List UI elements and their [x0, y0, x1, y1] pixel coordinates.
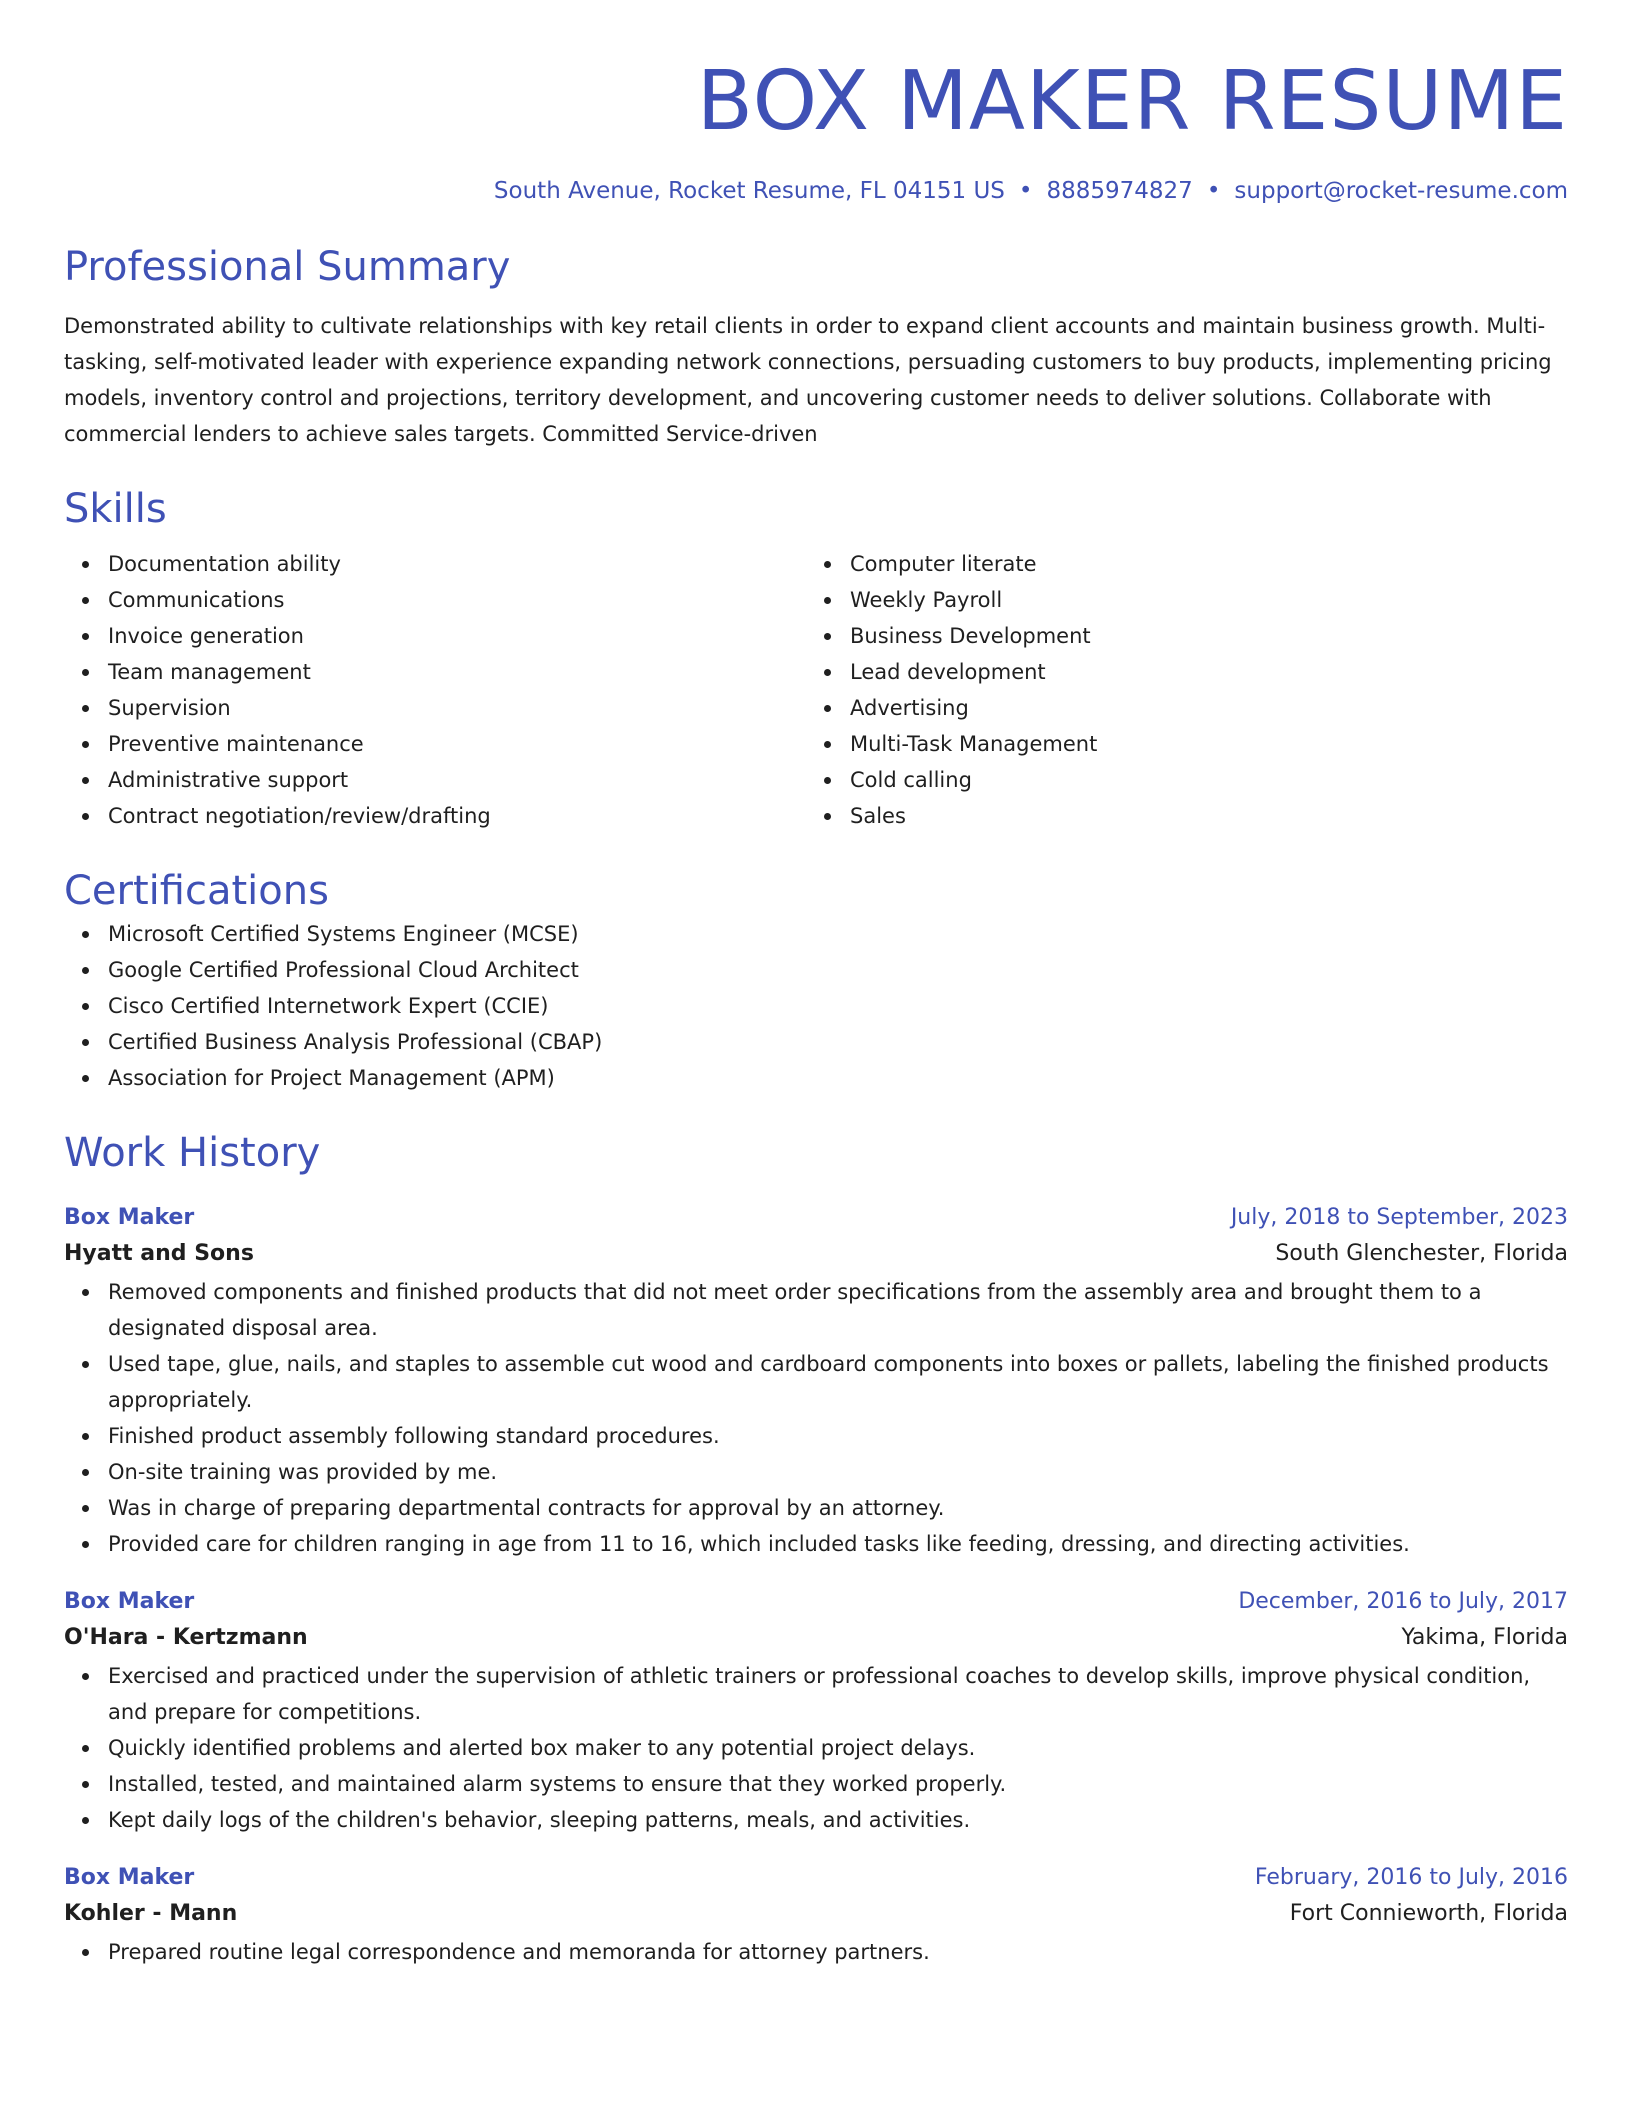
bullet-dot-icon: [824, 633, 831, 640]
bullet-dot-icon: [824, 705, 831, 712]
certification-item-text: Certified Business Analysis Professional (CBAP): [108, 1030, 603, 1054]
job-title-row: [64, 1586, 1568, 1618]
resume-header: [64, 0, 1568, 206]
work-history-heading: Work History: [64, 1130, 321, 1176]
job-company: O'Hara - Kertzmann: [64, 1625, 308, 1650]
contact-email[interactable]: support@rocket-resume.com: [1234, 178, 1568, 204]
skill-item-text: Administrative support: [108, 768, 349, 792]
skills-grid: [64, 546, 1568, 834]
skill-item: [806, 654, 1548, 690]
bullet-dot-icon: [82, 813, 89, 820]
certification-item: [64, 988, 1568, 1024]
bullet-dot-icon: [82, 561, 89, 568]
job-duty-item: [64, 1418, 1568, 1454]
skill-item-text: Multi-Task Management: [850, 732, 1098, 756]
skill-item-text: Supervision: [108, 696, 231, 720]
bullet-dot-icon: [824, 813, 831, 820]
job-duty-item-text: Removed components and finished products that did not meet order specifications from the assembly area and brought them to a designated disposal area.: [108, 1280, 1482, 1340]
bullet-dot-icon: [82, 1003, 89, 1010]
job-entry: [64, 1586, 1568, 1838]
skill-item-text: Lead development: [850, 660, 1046, 684]
bullet-dot-icon: [82, 1673, 89, 1680]
job-location: Yakima, Florida: [1401, 1625, 1568, 1650]
skill-item: [806, 798, 1548, 834]
contact-separator: •: [1018, 178, 1033, 204]
bullet-dot-icon: [82, 1075, 89, 1082]
skills-list-right: [806, 546, 1548, 834]
skill-item: [806, 762, 1548, 798]
bullet-dot-icon: [824, 597, 831, 604]
skill-item-text: Cold calling: [850, 768, 972, 792]
job-duty-item: [64, 1274, 1568, 1346]
skill-item-text: Computer literate: [850, 552, 1037, 576]
job-title-row: [64, 1862, 1568, 1894]
job-duty-item-text: Installed, tested, and maintained alarm systems to ensure that they worked properly.: [108, 1772, 1007, 1796]
job-entry: [64, 1202, 1568, 1562]
certification-item: [64, 1060, 1568, 1096]
job-duty-item-text: Provided care for children ranging in age from 11 to 16, which included tasks like feeding, dressing, and directing activities.: [108, 1532, 1410, 1556]
skill-item-text: Contract negotiation/review/drafting: [108, 804, 491, 828]
bullet-dot-icon: [82, 633, 89, 640]
job-duty-item-text: Was in charge of preparing departmental contracts for approval by an attorney.: [108, 1496, 945, 1520]
skill-item: [806, 546, 1548, 582]
skill-item: [806, 726, 1548, 762]
job-duty-item: [64, 1658, 1568, 1730]
job-role: Box Maker: [64, 1865, 195, 1890]
certification-item-text: Google Certified Professional Cloud Architect: [108, 958, 579, 982]
job-role: Box Maker: [64, 1205, 195, 1230]
summary-heading: Professional Summary: [64, 244, 511, 290]
skill-item-text: Weekly Payroll: [850, 588, 1003, 612]
job-entry: [64, 1862, 1568, 1970]
certifications-list: [64, 916, 1568, 1096]
job-duty-item: [64, 1490, 1568, 1526]
bullet-dot-icon: [82, 931, 89, 938]
contact-separator: •: [1206, 178, 1221, 204]
job-duties-list: [64, 1658, 1568, 1838]
bullet-dot-icon: [82, 1745, 89, 1752]
bullet-dot-icon: [82, 967, 89, 974]
job-company: Kohler - Mann: [64, 1901, 238, 1926]
job-duty-item-text: Used tape, glue, nails, and staples to assemble cut wood and cardboard components into boxes or pallets, labeling the finished products appropriately.: [108, 1352, 1549, 1412]
job-company-row: [64, 1234, 1568, 1274]
bullet-dot-icon: [82, 1949, 89, 1956]
job-duty-item-text: On-site training was provided by me.: [108, 1460, 498, 1484]
skills-column-left: [64, 546, 806, 834]
job-role: Box Maker: [64, 1589, 195, 1614]
skill-item-text: Business Development: [850, 624, 1091, 648]
job-duty-item: [64, 1730, 1568, 1766]
job-duty-item-text: Finished product assembly following standard procedures.: [108, 1424, 720, 1448]
job-duty-item: [64, 1802, 1568, 1838]
skills-heading: Skills: [64, 486, 167, 532]
bullet-dot-icon: [82, 1433, 89, 1440]
job-duties-list: [64, 1274, 1568, 1562]
job-duty-item: [64, 1454, 1568, 1490]
job-duty-item: [64, 1766, 1568, 1802]
certification-item-text: Microsoft Certified Systems Engineer (MCSE): [108, 922, 579, 946]
job-dates: December, 2016 to July, 2017: [1238, 1589, 1568, 1614]
certifications-heading: Certifications: [64, 868, 329, 914]
job-title-row: [64, 1202, 1568, 1234]
certification-item: [64, 916, 1568, 952]
bullet-dot-icon: [82, 741, 89, 748]
certification-item: [64, 952, 1568, 988]
certification-item-text: Association for Project Management (APM): [108, 1066, 555, 1090]
job-dates: February, 2016 to July, 2016: [1254, 1865, 1568, 1890]
bullet-dot-icon: [82, 597, 89, 604]
skill-item-text: Preventive maintenance: [108, 732, 364, 756]
bullet-dot-icon: [82, 1781, 89, 1788]
summary-text: Demonstrated ability to cultivate relationships with key retail clients in order to expand client accounts and maintain business growth. Multi-tasking, self-motivated leader with experience expanding network connections, persuading customers to buy products, implementing pricing models, inventory control and projections, territory development, and uncovering customer needs to deliver solutions. Collaborate with commercial lenders to achieve sales targets. Committed Service-driven: [64, 314, 1552, 446]
bullet-dot-icon: [82, 1361, 89, 1368]
skill-item-text: Invoice generation: [108, 624, 304, 648]
bullet-dot-icon: [82, 1817, 89, 1824]
job-duty-item: [64, 1346, 1568, 1418]
certification-item: [64, 1024, 1568, 1060]
skill-item: [64, 618, 806, 654]
bullet-dot-icon: [82, 1505, 89, 1512]
bullet-dot-icon: [82, 1039, 89, 1046]
job-company-row: [64, 1618, 1568, 1658]
job-duty-item-text: Kept daily logs of the children's behavior, sleeping patterns, meals, and activities.: [108, 1808, 971, 1832]
skill-item-text: Sales: [850, 804, 906, 828]
contact-address: South Avenue, Rocket Resume, FL 04151 US: [493, 178, 1005, 204]
skill-item: [64, 546, 806, 582]
resume-title: BOX MAKER RESUME: [696, 54, 1568, 149]
bullet-dot-icon: [824, 561, 831, 568]
bullet-dot-icon: [82, 705, 89, 712]
job-company: Hyatt and Sons: [64, 1241, 254, 1266]
skill-item: [806, 618, 1548, 654]
skill-item: [64, 690, 806, 726]
skill-item: [64, 762, 806, 798]
job-duty-item-text: Exercised and practiced under the supervision of athletic trainers or professional coaches to develop skills, improve physical condition, and prepare for competitions.: [108, 1664, 1531, 1724]
skill-item-text: Team management: [108, 660, 311, 684]
job-location: South Glenchester, Florida: [1275, 1241, 1568, 1266]
bullet-dot-icon: [82, 777, 89, 784]
work-history-list: [64, 1202, 1568, 1970]
skill-item: [806, 690, 1548, 726]
bullet-dot-icon: [82, 1541, 89, 1548]
contact-line: [64, 176, 1568, 206]
skill-item: [64, 654, 806, 690]
skill-item: [64, 582, 806, 618]
bullet-dot-icon: [82, 1469, 89, 1476]
job-duty-item: [64, 1526, 1568, 1562]
job-company-row: [64, 1894, 1568, 1934]
skill-item: [64, 726, 806, 762]
bullet-dot-icon: [824, 777, 831, 784]
job-dates: July, 2018 to September, 2023: [1230, 1205, 1568, 1230]
skill-item-text: Advertising: [850, 696, 969, 720]
skills-column-right: [806, 546, 1548, 834]
bullet-dot-icon: [82, 1289, 89, 1296]
bullet-dot-icon: [82, 669, 89, 676]
skill-item: [64, 798, 806, 834]
bullet-dot-icon: [824, 741, 831, 748]
skills-list-left: [64, 546, 806, 834]
job-location: Fort Connieworth, Florida: [1289, 1901, 1568, 1926]
job-duty-item: [64, 1934, 1568, 1970]
job-duty-item-text: Quickly identified problems and alerted box maker to any potential project delays.: [108, 1736, 976, 1760]
bullet-dot-icon: [824, 669, 831, 676]
skill-item-text: Communications: [108, 588, 285, 612]
job-duties-list: [64, 1934, 1568, 1970]
skill-item: [806, 582, 1548, 618]
skill-item-text: Documentation ability: [108, 552, 341, 576]
contact-phone: 8885974827: [1046, 178, 1193, 204]
job-duty-item-text: Prepared routine legal correspondence and memoranda for attorney partners.: [108, 1940, 930, 1964]
certification-item-text: Cisco Certified Internetwork Expert (CCIE): [108, 994, 549, 1018]
resume-page: [64, 0, 1568, 1970]
